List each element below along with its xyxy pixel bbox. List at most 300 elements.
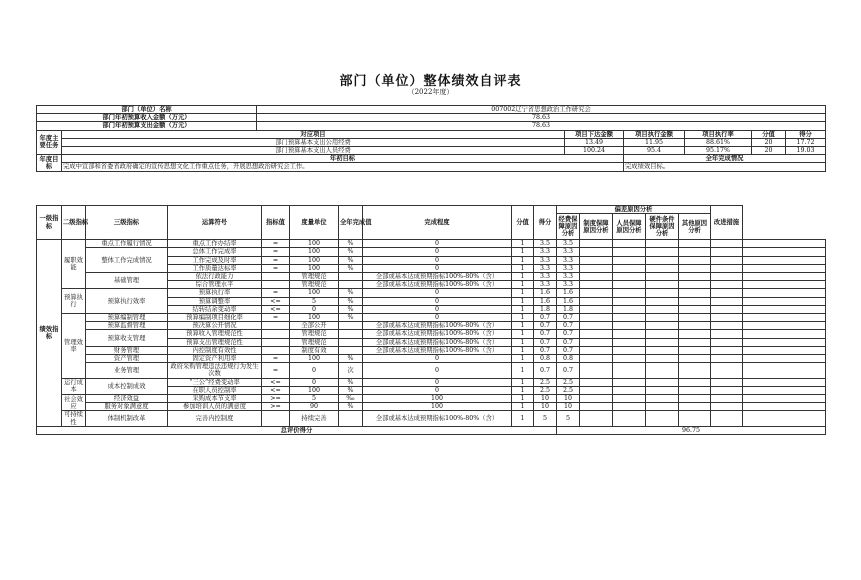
indicator-unit: % [339,403,363,411]
task-rate: 95.17% [685,147,752,155]
indicator-analysis-cell [711,411,743,426]
indicator-row [37,330,826,338]
indicator-analysis-cell [613,378,646,386]
indicator-operator: = [262,363,290,378]
indicator-analysis-cell [580,248,613,256]
indicator-score: 0.7 [534,314,557,322]
indicator-analysis-cell [679,403,711,411]
indicators-header-d5: 其他原因分析 [679,214,711,240]
indicator-analysis-cell [646,256,679,264]
indicator-operator [262,338,290,346]
indicator-operator [262,281,290,289]
indicator-operator: = [262,355,290,363]
indicator-actual: 0 [363,289,512,297]
indicator-score: 0.8 [534,355,557,363]
task-got: 17.72 [786,138,826,146]
indicator-row [37,403,826,411]
indicator-got: 0.7 [557,338,580,346]
indicator-target: 管理规范 [290,330,339,338]
task-name: 部门预算基本支出公用经费 [62,138,565,146]
indicator-level3: 结转结余变动率 [168,305,262,313]
indicator-target: 持续完善 [290,411,339,426]
task-executed: 11.95 [624,138,685,146]
indicator-analysis-cell [580,395,613,403]
indicator-analysis-cell [613,330,646,338]
indicator-analysis-cell [613,386,646,394]
indicator-analysis-cell [580,240,613,248]
indicator-degree: 1 [512,305,534,313]
indicator-row [37,378,826,386]
indicator-analysis-cell [743,411,826,426]
indicator-operator: <= [262,305,290,313]
indicator-analysis-cell [580,256,613,264]
task-name: 部门预算基本支出人员经费 [62,147,565,155]
indicator-unit [339,411,363,426]
indicator-score: 0.7 [534,338,557,346]
indicator-analysis-cell [580,346,613,354]
indicator-row [37,273,826,281]
indicator-score: 10 [534,395,557,403]
indicator-operator: = [262,314,290,322]
indicator-actual: 0 [363,240,512,248]
indicator-analysis-cell [646,346,679,354]
indicator-score: 1.8 [534,305,557,313]
indicator-got: 1.6 [557,289,580,297]
indicator-analysis-cell [743,240,826,248]
indicator-unit: ‰ [339,395,363,403]
indicator-analysis-cell [646,411,679,426]
indicator-row [37,289,826,297]
indicators-header-op: 运算符号 [168,206,262,240]
goals-completion-label: 全年完成情况 [624,155,826,163]
indicators-header-unit: 度量单位 [290,206,339,240]
indicator-level3: 工作质量达标率 [168,264,262,272]
indicator-actual: 0 [363,386,512,394]
indicator-unit: % [339,240,363,248]
indicator-operator [262,322,290,330]
indicator-analysis-cell [580,314,613,322]
indicator-analysis-cell [711,314,743,322]
indicator-operator: = [262,248,290,256]
goals-initial-label: 年初目标 [62,155,624,163]
indicator-level1: 预算执行 [62,289,86,314]
task-got: 19.03 [786,147,826,155]
indicator-analysis-cell [711,378,743,386]
indicator-analysis-cell [711,289,743,297]
indicator-analysis-cell [743,346,826,354]
indicator-analysis-cell [580,411,613,426]
indicator-level1: 管理效率 [62,314,86,379]
indicator-row [37,248,826,256]
indicator-level3: 重点工作办结率 [168,240,262,248]
indicator-degree: 1 [512,395,534,403]
indicator-unit: 次 [339,363,363,378]
indicators-header-got: 得分 [534,206,557,240]
indicator-analysis-cell [711,395,743,403]
indicators-header-l3: 三级指标 [86,206,168,240]
indicator-analysis-cell [743,355,826,363]
indicator-analysis-cell [580,322,613,330]
indicator-analysis-cell [743,273,826,281]
indicator-score: 3.3 [534,273,557,281]
indicator-analysis-cell [679,386,711,394]
tasks-section-label: 年度主要任务 [37,130,62,155]
indicator-level3: 预算收入管理规范性 [168,330,262,338]
indicator-analysis-cell [679,322,711,330]
indicator-degree: 1 [512,346,534,354]
indicator-row [37,411,826,426]
goals-section-label: 年度目标 [37,155,62,171]
indicator-analysis-cell [679,273,711,281]
task-issued: 13.49 [565,138,624,146]
indicator-got: 0.8 [557,355,580,363]
indicator-got: 10 [557,403,580,411]
indicator-target: 0 [290,363,339,378]
indicator-got: 0.7 [557,330,580,338]
indicator-analysis-cell [743,386,826,394]
indicator-score: 0.7 [534,330,557,338]
indicator-operator [262,346,290,354]
indicator-analysis-cell [613,338,646,346]
indicator-actual: 全部或基本达成预期指标100%-80%（含） [363,322,512,330]
indicator-analysis-cell [679,314,711,322]
indicator-got: 3.3 [557,264,580,272]
indicator-level3: 综合管理水平 [168,281,262,289]
indicator-analysis-cell [580,386,613,394]
indicator-analysis-cell [580,281,613,289]
indicator-level1: 可持续性 [62,411,86,426]
indicator-analysis-cell [743,248,826,256]
expense-value: 78.63 [257,122,826,130]
indicator-analysis-cell [679,305,711,313]
indicator-analysis-cell [743,297,826,305]
indicator-degree: 1 [512,248,534,256]
indicator-actual: 0 [363,248,512,256]
indicator-operator [262,273,290,281]
indicator-analysis-cell [613,322,646,330]
indicator-operator: <= [262,378,290,386]
indicators-header-d1: 经费保障原因分析 [557,214,580,240]
indicator-analysis-cell [646,322,679,330]
indicator-score: 5 [534,411,557,426]
indicators-header-degree: 完成程度 [363,206,512,240]
indicator-level3: 参加培训人员的满意度 [168,403,262,411]
indicator-analysis-cell [646,264,679,272]
indicator-target: 0 [290,305,339,313]
indicator-analysis-cell [711,322,743,330]
indicator-analysis-cell [580,264,613,272]
indicator-score: 0.7 [534,322,557,330]
indicator-analysis-cell [646,378,679,386]
tasks-header-issued: 项目下达金额 [565,130,624,138]
indicator-unit: % [339,386,363,394]
indicator-analysis-cell [743,264,826,272]
task-row [37,138,826,146]
indicator-analysis-cell [679,363,711,378]
indicator-unit: % [339,314,363,322]
indicator-analysis-cell [743,314,826,322]
indicator-analysis-cell [679,346,711,354]
indicator-actual: 全部或基本达成预期指标100%-80%（含） [363,338,512,346]
indicator-analysis-cell [711,403,743,411]
indicator-analysis-cell [613,297,646,305]
indicator-degree: 1 [512,256,534,264]
indicator-level2: 业务管理 [86,363,168,378]
indicator-actual: 全部或基本达成预期指标100%-80%（含） [363,273,512,281]
indicator-analysis-cell [711,338,743,346]
indicator-level3: 工作完成及时率 [168,256,262,264]
indicator-unit [339,346,363,354]
indicator-row [37,363,826,378]
indicator-analysis-cell [679,395,711,403]
indicator-analysis-cell [613,264,646,272]
indicator-unit: % [339,289,363,297]
indicator-score: 2.5 [534,386,557,394]
indicator-operator [262,411,290,426]
indicator-analysis-cell [711,281,743,289]
indicator-unit: % [339,264,363,272]
indicator-actual: 全部或基本达成预期指标100%-80%（含） [363,330,512,338]
indicator-level3: “三公”经费变动率 [168,378,262,386]
indicator-level3: 采购成本节支率 [168,395,262,403]
indicator-actual: 0 [363,264,512,272]
indicator-degree: 1 [512,314,534,322]
indicator-target: 全部公开 [290,322,339,330]
expense-label: 部门年初预算支出金额（万元） [37,122,257,130]
indicator-degree: 1 [512,355,534,363]
indicator-level3: 完善内控制度 [168,411,262,426]
indicator-analysis-cell [743,378,826,386]
indicator-operator: <= [262,297,290,305]
indicator-level2: 经济效益 [86,395,168,403]
indicator-target: 100 [290,248,339,256]
indicator-level2: 服务对象满意度 [86,403,168,411]
tasks-header-executed: 项目执行金额 [624,130,685,138]
indicator-analysis-cell [646,355,679,363]
indicator-score: 1.6 [534,289,557,297]
indicators-header-l2: 二级指标 [62,206,86,240]
indicator-operator: <= [262,386,290,394]
indicator-level2: 预算编制管理 [86,314,168,322]
indicator-got: 3.3 [557,273,580,281]
indicator-analysis-cell [646,330,679,338]
indicator-actual: 全部或基本达成预期指标100%-80%（含） [363,281,512,289]
indicator-degree: 1 [512,297,534,305]
indicator-target: 100 [290,355,339,363]
indicator-row [37,346,826,354]
indicator-analysis-cell [613,403,646,411]
indicators-header-score: 分值 [512,206,534,240]
indicator-analysis-cell [580,338,613,346]
indicator-analysis-cell [711,355,743,363]
indicator-actual: 100 [363,395,512,403]
task-rate: 88.61% [685,138,752,146]
indicator-analysis-cell [613,355,646,363]
indicator-actual: 0 [363,314,512,322]
indicator-level2: 重点工作履行情况 [86,240,168,248]
indicators-header-deviation: 偏差原因分析 [557,206,711,214]
indicator-score: 0.7 [534,363,557,378]
task-issued: 100.24 [565,147,624,155]
goals-initial-text: 完成中宣部和省委省政府确定的宣传思想文化工作重点任务，开展思想政治研究会工作。 [62,163,624,171]
indicator-target: 90 [290,403,339,411]
indicator-degree: 1 [512,363,534,378]
indicator-unit [339,330,363,338]
indicator-level2: 财务管理 [86,346,168,354]
indicator-level2: 基础管理 [86,273,168,289]
indicators-header-d4: 硬件条件保障原因分析 [646,214,679,240]
indicator-analysis-cell [646,305,679,313]
indicator-analysis-cell [580,355,613,363]
indicator-score: 3.3 [534,281,557,289]
summary-table [36,105,826,172]
indicator-analysis-cell [743,281,826,289]
indicator-level1: 运行成本 [62,378,86,394]
indicator-degree: 1 [512,386,534,394]
indicator-degree: 1 [512,411,534,426]
indicator-degree: 1 [512,281,534,289]
indicator-analysis-cell [646,363,679,378]
indicator-unit: % [339,297,363,305]
indicator-unit [339,338,363,346]
indicator-analysis-cell [646,281,679,289]
indicator-analysis-cell [646,386,679,394]
indicator-target: 100 [290,386,339,394]
indicator-degree: 1 [512,273,534,281]
indicator-degree: 1 [512,240,534,248]
indicator-unit: % [339,378,363,386]
indicators-header-actual: 全年完成值 [339,206,363,240]
indicator-row [37,355,826,363]
indicator-operator: = [262,289,290,297]
indicator-level3: 预算支出管理规范性 [168,338,262,346]
indicator-level3: 政府采购管理违法违规行为发生次数 [168,363,262,378]
indicator-got: 5 [557,411,580,426]
indicator-got: 0.7 [557,314,580,322]
indicator-level3: 预算调整率 [168,297,262,305]
task-score: 20 [752,147,786,155]
indicator-level1: 履职效能 [62,240,86,289]
indicator-target: 5 [290,395,339,403]
indicator-unit: % [339,305,363,313]
indicator-operator: = [262,264,290,272]
indicator-analysis-cell [711,330,743,338]
indicator-analysis-cell [613,248,646,256]
indicator-score: 2.5 [534,378,557,386]
task-row [37,147,826,155]
indicator-analysis-cell [679,338,711,346]
indicator-analysis-cell [711,273,743,281]
indicator-analysis-cell [580,297,613,305]
indicators-section-label: 绩效指标 [37,240,62,427]
indicator-level3: 总体工作完成率 [168,248,262,256]
indicator-target: 管理规范 [290,281,339,289]
indicator-operator: = [262,256,290,264]
indicator-analysis-cell [613,281,646,289]
indicator-level3: 依法行政能力 [168,273,262,281]
indicator-analysis-cell [580,273,613,281]
indicator-analysis-cell [679,411,711,426]
indicator-operator: = [262,240,290,248]
indicator-analysis-cell [646,248,679,256]
indicator-row [37,322,826,330]
indicator-got: 3.5 [557,240,580,248]
indicator-level3: 预算执行率 [168,289,262,297]
indicator-analysis-cell [679,264,711,272]
indicator-analysis-cell [613,395,646,403]
indicator-analysis-cell [679,330,711,338]
indicators-header-d2: 制度保障原因分析 [580,214,613,240]
indicators-table [36,205,826,435]
indicator-analysis-cell [580,289,613,297]
task-executed: 95.4 [624,147,685,155]
income-label: 部门年初预算收入金额（万元） [37,114,257,122]
indicator-unit: % [339,248,363,256]
indicator-got: 1.6 [557,297,580,305]
indicator-actual: 0 [363,355,512,363]
indicator-analysis-cell [711,363,743,378]
indicator-analysis-cell [711,256,743,264]
indicator-target: 100 [290,264,339,272]
indicator-analysis-cell [679,378,711,386]
indicator-analysis-cell [711,248,743,256]
indicator-actual: 0 [363,378,512,386]
indicator-analysis-cell [679,256,711,264]
indicator-analysis-cell [613,411,646,426]
page-title: 部门（单位）整体绩效自评表 [339,74,522,89]
indicator-score: 3.3 [534,256,557,264]
indicator-analysis-cell [613,305,646,313]
indicator-analysis-cell [711,305,743,313]
indicator-analysis-cell [580,305,613,313]
indicator-analysis-cell [613,273,646,281]
indicator-score: 10 [534,403,557,411]
indicator-got: 2.5 [557,378,580,386]
indicator-actual: 0 [363,297,512,305]
indicator-degree: 1 [512,330,534,338]
indicator-analysis-cell [743,363,826,378]
indicator-row [37,240,826,248]
task-score: 20 [752,138,786,146]
indicators-header-improve: 改进措施 [711,206,743,240]
indicator-got: 0.7 [557,322,580,330]
indicator-score: 1.6 [534,297,557,305]
indicator-unit [339,322,363,330]
indicator-analysis-cell [580,330,613,338]
indicator-analysis-cell [646,297,679,305]
indicator-level2: 预算执行效率 [86,289,168,314]
indicator-degree: 1 [512,378,534,386]
total-score-label: 总评价得分 [37,426,557,434]
indicator-unit: % [339,355,363,363]
indicator-target: 制度有效 [290,346,339,354]
indicator-level1: 社会效应 [62,395,86,411]
indicator-level3: 内控制度有效性 [168,346,262,354]
indicator-analysis-cell [613,256,646,264]
indicator-analysis-cell [613,363,646,378]
indicator-target: 5 [290,297,339,305]
indicator-analysis-cell [646,403,679,411]
indicator-analysis-cell [580,378,613,386]
indicator-analysis-cell [646,314,679,322]
indicator-got: 10 [557,395,580,403]
indicator-analysis-cell [679,240,711,248]
indicator-analysis-cell [646,240,679,248]
indicator-analysis-cell [679,281,711,289]
indicator-degree: 1 [512,403,534,411]
indicators-header-target: 指标值 [262,206,290,240]
indicator-level2: 成本控制成效 [86,378,168,394]
